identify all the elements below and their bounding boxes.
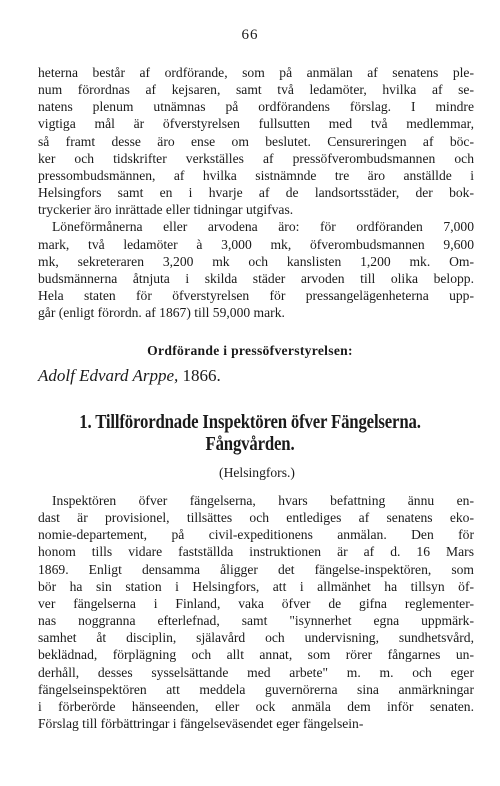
text-line: natens plenum utnämnas på ordförandens förslag. I mindre [38, 99, 474, 115]
page-number: 66 [241, 27, 259, 43]
text-line: så framt desse äro ense om beslutet. Censureringen af böc- [38, 133, 474, 149]
chair-heading: Ordförande i pressöfverstyrelsen: [147, 343, 353, 358]
text-line: tryckerier äro inrättade eller tidningar utgifvas. [38, 202, 294, 218]
chair-name: Adolf Edvard Arppe, [38, 366, 179, 385]
text-line: honom tills vidare fastställda instruktionen är af d. 16 Mars [38, 544, 474, 560]
text-line: budsmännerna åtnjuta i skilda städer arvoden till olika belopp. [38, 270, 474, 286]
section-location: (Helsingfors.) [219, 465, 295, 480]
text-line: fängelseinspektören att meddela guvernörerna sina anmärkningar [38, 681, 474, 697]
text-line: beklädnad, förplägning och allt annat, som rörer fångarnes un- [38, 647, 474, 663]
text-line: Förslag till förbättringar i fängelseväsendet eger fängelsein- [38, 716, 364, 732]
text-line: derhåll, desses sysselsättande med arbete" m. m. och eger [38, 664, 474, 680]
text-line: nas noggranna efterlefnad, samt "isynnerhet egna uppmärk- [38, 613, 474, 629]
chair-year: 1866. [178, 366, 221, 385]
chair-entry [38, 366, 221, 386]
body-text-bottom [38, 492, 474, 732]
text-line: i förberörde hänseenden, eller ock anmäla dem inför senaten. [38, 698, 474, 714]
text-line: nomie-departement, på civil-expeditionens anmälan. Den för [38, 527, 474, 543]
text-line: ker och tidskrifter verkställes af pressöfverombudsmannen och [38, 150, 474, 166]
text-line: mk, sekreteraren 3,200 mk och kanslisten 1,200 mk. Om- [38, 253, 474, 269]
text-line: vigtiga mål är öfverstyrelsen fullsutten med två medlemmar, [38, 116, 474, 132]
text-line: dast är provisionel, tillsättes och entlediges af senatens eko- [38, 510, 474, 526]
text-line: Inspektören öfver fängelserna, hvars befattning ännu en- [52, 493, 474, 508]
text-line: Löneförmånerna eller arvodena äro: för ordföranden 7,000 [52, 219, 474, 235]
text-line: heterna består af ordförande, som på anmälan af senatens ple- [38, 65, 474, 80]
section-subtitle: Fångvården. [205, 434, 295, 455]
text-line: Hela staten för öfverstyrelsen för pressangelägenheterna upp- [38, 288, 474, 304]
text-line: num förordnas af kejsaren, samt två ledamöter, hvilka af se- [38, 82, 474, 98]
text-line: 1869. Enligt densamma åligger det fängelse-inspektören, som [38, 561, 474, 577]
text-line: ver fängelserna i Finland, vaka öfver de gifna reglementer- [38, 595, 474, 611]
body-text-top [38, 64, 474, 321]
section-title: 1. Tillförordnade Inspektören öfver Fängelserna. [79, 412, 421, 433]
text-line: samhet åt disciplin, själavård och undervisning, sundhetsvård, [38, 630, 474, 646]
text-line: mark, två ledamöter à 3,000 mk, öfverombudsmannen 9,600 [38, 236, 474, 252]
text-line: bör ha sin station i Helsingfors, att i allmänhet ha tillsyn öf- [38, 578, 474, 594]
text-line: Helsingfors samt en i hvarje af de landsortsstäder, der bok- [38, 185, 474, 201]
text-line: pressombudsmännen, af hvilka sistnämnde tre äro anställde i [38, 167, 474, 183]
text-line: går (enligt förordn. af 1867) till 59,000 mark. [38, 305, 285, 321]
